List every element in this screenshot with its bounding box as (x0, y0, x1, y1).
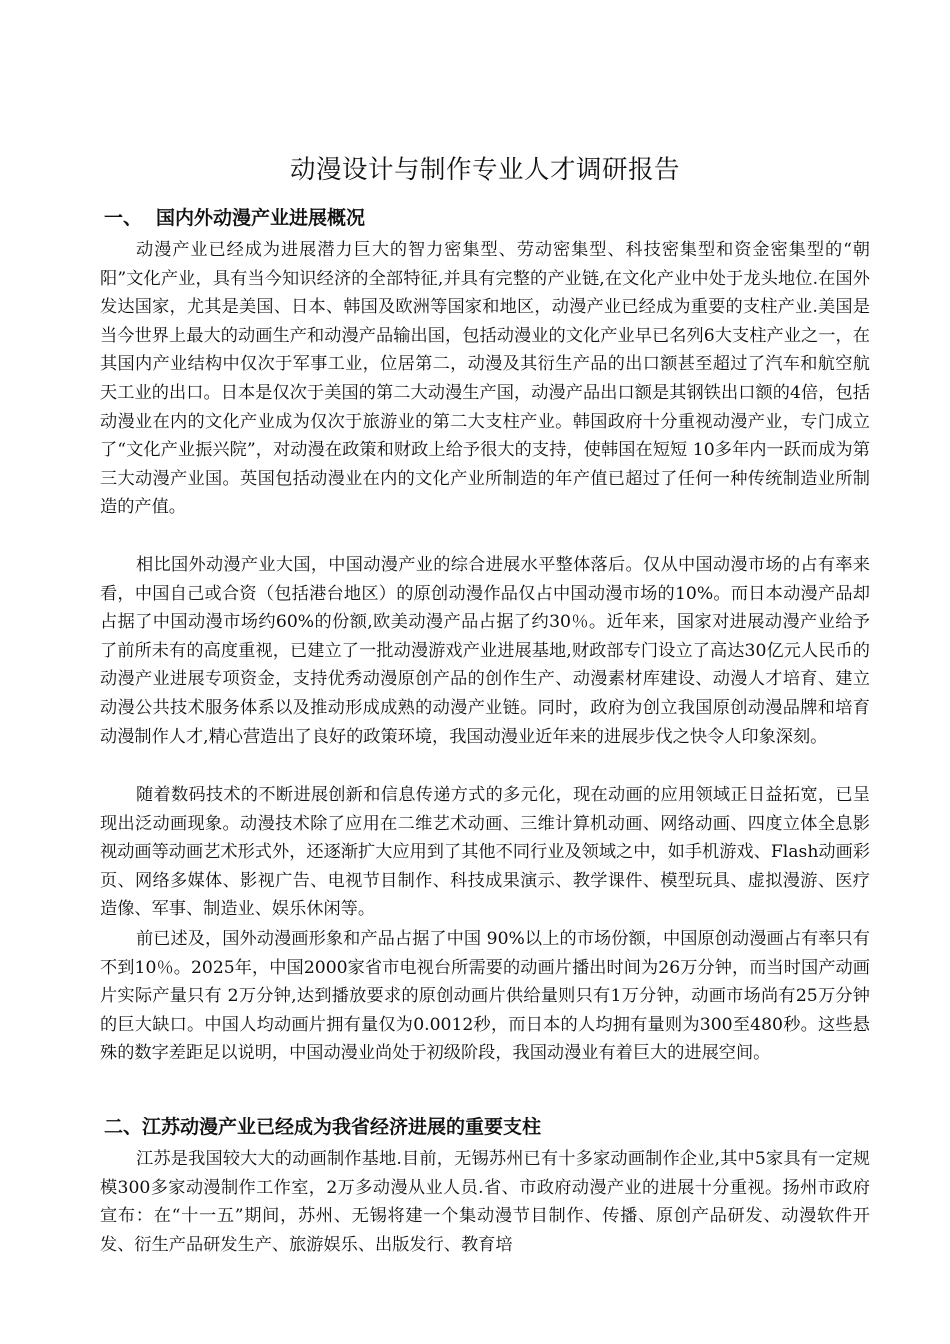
section-2-heading: 二、江苏动漫产业已经成为我省经济进展的重要支柱 (104, 1116, 542, 1138)
section-1-title: 国内外动漫产业进展概况 (156, 207, 366, 229)
paragraph: 前已述及，国外动漫画形象和产品占据了中国 90%以上的市场份额，中国原创动漫画占有率只有不到10％。2025年，中国2000家省市电视台所需要的动画片播出时间为26万分钟，而当时国产动画片实际产量只有 2万分钟,达到播放要求的原创动画片供给量则只有1万分钟，动画市场尚有25万分钟的巨大缺口。中国人均动画片拥有量仅为0.0012秒，而日本的人均拥有量则为300至480秒。这些悬殊的数字差距足以说明，中国动漫业尚处于初级阶段，我国动漫业有着巨大的进展空间。 (100, 929, 870, 1064)
document-title: 动漫设计与制作专业人才调研报告 (289, 155, 680, 185)
section-1-number: 一、 (104, 207, 143, 229)
paragraph: 相比国外动漫产业大国，中国动漫产业的综合进展水平整体落后。仅从中国动漫市场的占有率来看，中国自己或合资（包括港台地区）的原创动漫作品仅占中国动漫市场的10%。而日本动漫产品却占据了中国动漫市场约60%的份额,欧美动漫产品占据了约30％。近年来，国家对进展动漫产业给予了前所未有的高度重视，已建立了一批动漫游戏产业进展基地,财政部专门设立了高达30亿元人民币的动漫产业进展专项资金，支持优秀动漫原创产品的创作生产、动漫素材库建设、动漫人才培育、建立动漫公共技术服务体系以及推动形成成熟的动漫产业链。同时，政府为创立我国原创动漫品牌和培育动漫制作人才,精心营造出了良好的政策环境，我国动漫业近年来的进展步伐之快令人印象深刻。 (100, 555, 870, 747)
paragraph: 江苏是我国较大大的动画制作基地.目前，无锡苏州已有十多家动画制作企业,其中5家具有一定规模300多家动漫制作工作室，2万多动漫从业人员.省、市政府动漫产业的进展十分重视。扬州市政府宣布：在“十一五”期间，苏州、无锡将建一个集动漫节目制作、传播、原创产品研发、动漫软件开发、衍生产品研发生产、旅游娱乐、出版发行、教育培 (100, 1149, 870, 1255)
section-1-heading (104, 204, 365, 232)
paragraph: 随着数码技术的不断进展创新和信息传递方式的多元化，现在动画的应用领域正日益拓宽，已呈现出泛动画现象。动漫技术除了应用在二维艺术动画、三维计算机动画、网络动画、四度立体全息影视动画等动画艺术形式外，还逐渐扩大应用到了其他不同行业及领域之中，如手机游戏、Flash动画彩页、网络多媒体、影视广告、电视节目制作、科技成果演示、教学课件、模型玩具、虚拟漫游、医疗造像、军事、制造业、娱乐休闲等。 (100, 785, 870, 920)
paragraph: 动漫产业已经成为进展潜力巨大的智力密集型、劳动密集型、科技密集型和资金密集型的“朝阳”文化产业，具有当今知识经济的全部特征,并具有完整的产业链,在文化产业中处于龙头地位.在国外发达国家，尤其是美国、日本、韩国及欧洲等国家和地区，动漫产业已经成为重要的支柱产业.美国是当今世界上最大的动画生产和动漫产品输出国，包括动漫业的文化产业早已名列6大支柱产业之一，在其国内产业结构中仅次于军事工业，位居第二，动漫及其衍生产品的出口额甚至超过了汽车和航空航天工业的出口。日本是仅次于美国的第二大动漫生产国，动漫产品出口额是其钢铁出口额的4倍，包括动漫业在内的文化产业成为仅次于旅游业的第二大支柱产业。韩国政府十分重视动漫产业，专门成立了“文化产业振兴院”，对动漫在政策和财政上给予很大的支持，使韩国在短短 10多年内一跃而成为第三大动漫产业国。英国包括动漫业在内的文化产业所制造的年产值已超过了任何一种传统制造业所制造的产值。 (100, 240, 870, 518)
